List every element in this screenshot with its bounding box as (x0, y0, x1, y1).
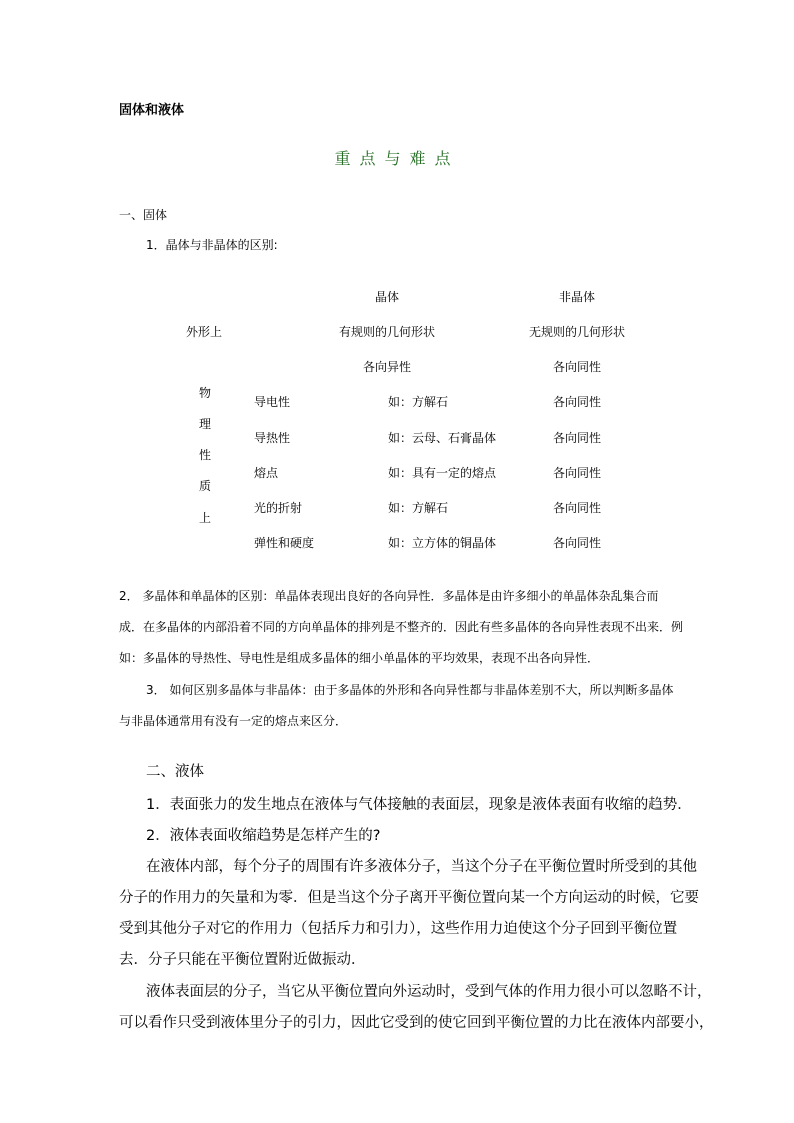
property-example: 如：云母、石膏晶体 (388, 431, 497, 445)
part2-heading: 二、液体 (146, 764, 204, 780)
part2-para2-line: 液体表面层的分子，当它从平衡位置向外运动时，受到气体的作用力很小可以忽略不计， (146, 984, 712, 1000)
property-noncrystal: 各向同性 (552, 501, 601, 515)
part2-item1: 1．表面张力的发生地点在液体与气体接触的表面层，现象是液体表面有收缩的趋势． (146, 797, 692, 813)
shape-crystal: 有规则的几何形状 (338, 325, 435, 339)
property-name: 导电性 (254, 395, 291, 409)
shape-label: 外形上 (186, 325, 223, 339)
part1-item3-line: 与非晶体通常用有没有一定的熔点来区分． (119, 714, 348, 728)
part2-para1-line: 受到其他分子对它的作用力（包括斥力和引力），这些作用力迫使这个分子回到平衡位置 (119, 921, 678, 937)
physical-label-char: 上 (199, 511, 212, 525)
physical-label-char: 理 (199, 417, 212, 431)
part1-heading: 一、固体 (119, 208, 168, 222)
property-name: 熔点 (254, 466, 279, 480)
property-name: 导热性 (254, 431, 291, 445)
part2-para1-line: 在液体内部，每个分子的周围有许多液体分子，当这个分子在平衡位置时所受到的其他 (146, 859, 697, 875)
anisotropy-label: 各向异性 (362, 360, 411, 374)
physical-label-char: 质 (199, 479, 212, 493)
part1-item2-line: 成．在多晶体的内部沿着不同的方向单晶体的排列是不整齐的．因此有些多晶体的各向异性表现不出来．例 (119, 620, 684, 634)
part2-item2: 2．液体表面收缩趋势是怎样产生的? (146, 828, 381, 844)
property-noncrystal: 各向同性 (552, 395, 601, 409)
property-name: 弹性和硬度 (254, 536, 315, 550)
isotropy-label: 各向同性 (552, 360, 601, 374)
property-noncrystal: 各向同性 (552, 536, 601, 550)
property-noncrystal: 各向同性 (552, 466, 601, 480)
part1-item3-line: 3． 如何区别多晶体与非晶体：由于多晶体的外形和各向异性都与非晶体差别不大，所以判断多晶体 (146, 683, 674, 697)
section-heading: 重点与难点 (334, 149, 460, 168)
property-noncrystal: 各向同性 (552, 431, 601, 445)
physical-label-char: 性 (199, 448, 212, 462)
part2-para1-line: 分子的作用力的矢量和为零．但是当这个分子离开平衡位置向某一个方向运动的时候，它要 (119, 890, 699, 906)
part1-item2-line: 2． 多晶体和单晶体的区别：单晶体表现出良好的各向异性．多晶体是由许多细小的单晶体杂乱集合而 (119, 589, 659, 603)
property-example: 如：方解石 (388, 501, 449, 515)
document-title: 固体和液体 (119, 103, 185, 118)
property-example: 如：具有一定的熔点 (388, 466, 497, 480)
header-crystal: 晶体 (374, 290, 399, 304)
part1-item2-line: 如：多晶体的导热性、导电性是组成多晶体的细小单晶体的平均效果，表现不出各向异性． (119, 651, 600, 665)
part1-item1: 1．晶体与非晶体的区别: (146, 238, 278, 252)
shape-noncrystal: 无规则的几何形状 (528, 325, 625, 339)
part2-para1-line: 去．分子只能在平衡位置附近做振动． (119, 952, 366, 968)
property-example: 如：立方体的铜晶体 (388, 536, 497, 550)
header-noncrystal: 非晶体 (558, 290, 595, 304)
physical-label-char: 物 (199, 386, 212, 400)
property-example: 如：方解石 (388, 395, 449, 409)
property-name: 光的折射 (254, 501, 303, 515)
part2-para2-line: 可以看作只受到液体里分子的引力，因此它受到的使它回到平衡位置的力比在液体内部要小， (119, 1015, 714, 1031)
